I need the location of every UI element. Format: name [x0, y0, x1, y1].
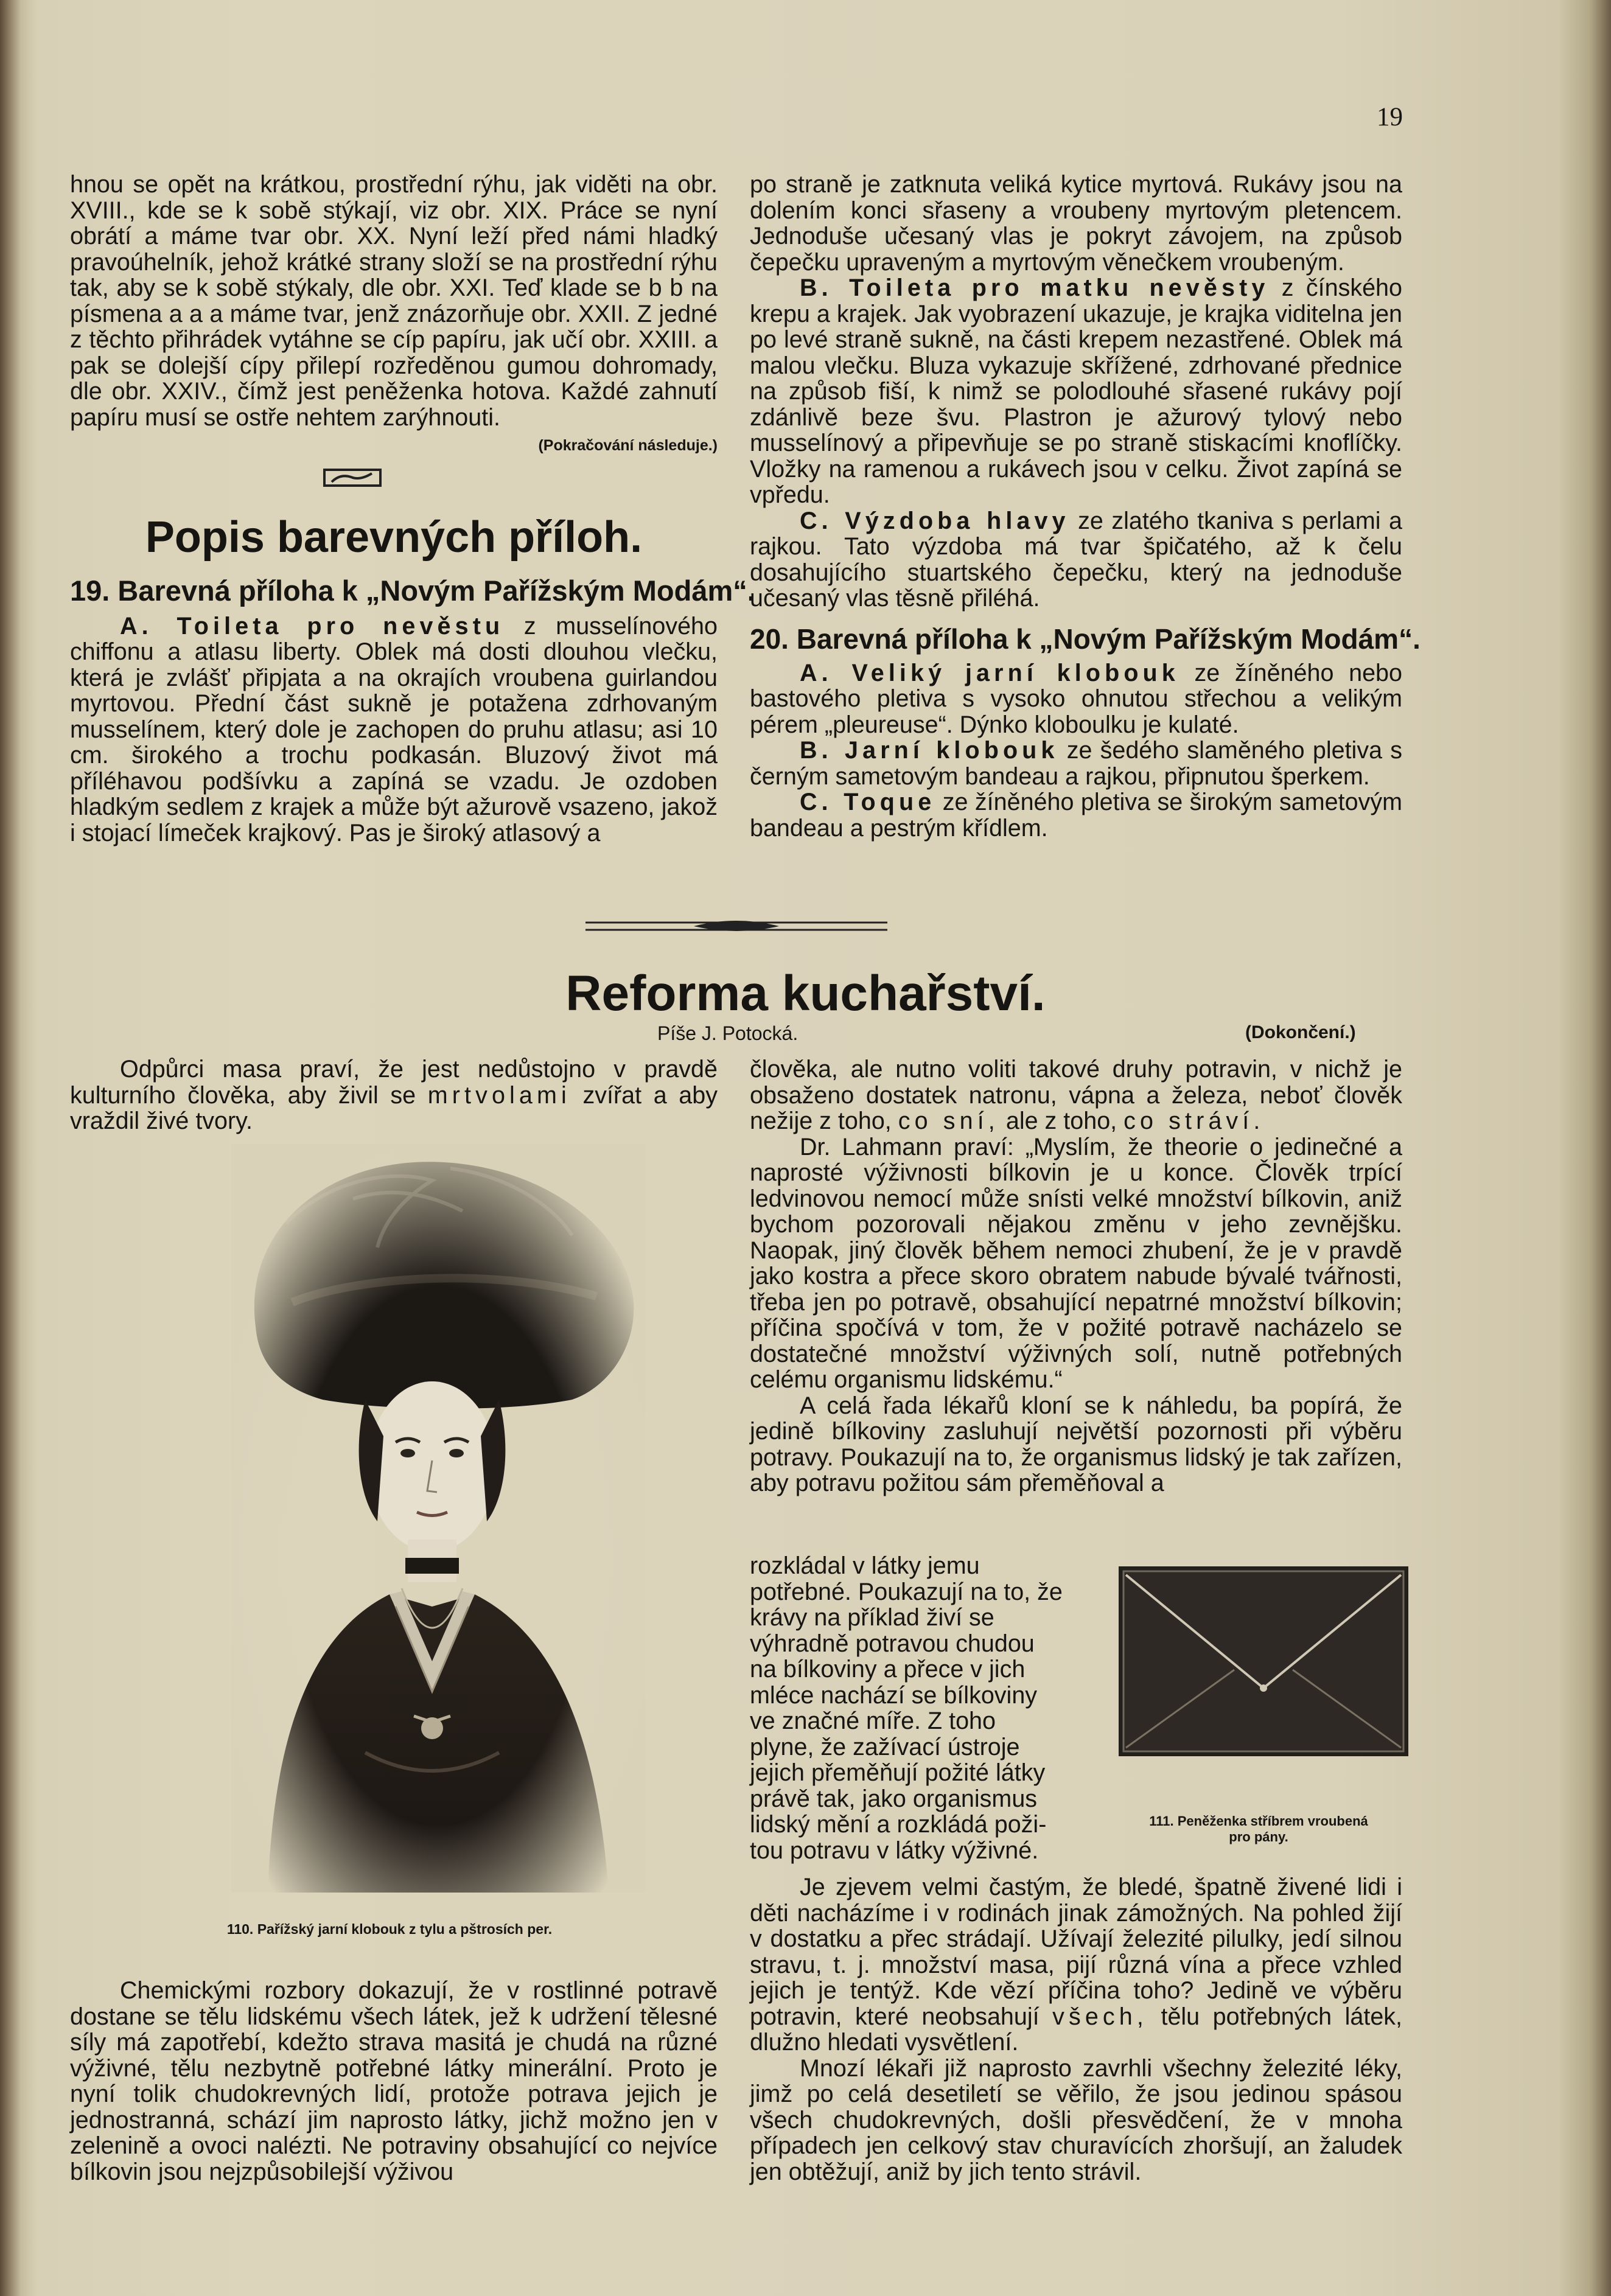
article-right-paragraph-1 — [750, 1056, 1402, 1134]
article-right-paragraph-4-tail: tělu potřebných látek, dlužno hledati vysvětlení. — [750, 2003, 1403, 2056]
supplement-20-heading: 20. Barevná příloha k „Novým Pařížským Modám“. — [750, 623, 1421, 655]
supplement-20-b — [750, 738, 1402, 789]
supplement-20-b-text: ze šedého slaměného pletiva s černým sametovým bandeau a rajkou, připnutou šperkem. — [750, 737, 1402, 790]
article-right-paragraph-1-emphasis-2: co stráví. — [1124, 1108, 1265, 1134]
article-right-paragraph-4-lead: Je zjevem velmi častým, že bledé, špatně živené lidi i děti nacházíme i v rodinách jinak zámožných. Na pohled žijí v dostatku a přec strádají. Užívají železité pilulky, jedí silnou stravu, t. j. množství masa, pijí různá vína a přece vzhled jejich je tentýž. Kde vězí příčina toho? Jedině ve výběru potravin, které neobsahují — [750, 1874, 1402, 2030]
article-left-top — [70, 1056, 718, 1134]
article-left-paragraph-1-tail: zvířat a aby vraždil živé tvory. — [70, 1081, 718, 1134]
article-title: Reforma kuchařství. — [565, 966, 1046, 1021]
supplement-19-b-text: z čínského krepu a krajek. Jak vyobrazení ukazuje, je krajka viditelna jen po levé straně sukně, na části krepem nezastřené. Oblek má malou vlečku. Bluza vykazuje skřížené, zdrhované přednice na způsob fiší, k nimž se polodlouhé sřasené rukávy pojí zdánlivě beze švu. Plastron je ažurový tylový nebo musselínový a připevňuje se po straně stiskacími knoflíčky. Vložky na ramenou a rukávech jsou v celku. Život zapíná se vpředu. — [750, 274, 1402, 508]
article-right-paragraph-1-middle: ale z toho, — [1005, 1108, 1117, 1134]
supplement-19-c-label: C. Výzdoba hlavy — [800, 507, 1070, 534]
supplement-20-a-label: A. Veliký jarní klobouk — [800, 659, 1179, 686]
supplement-20-a-text: ze žíněného nebo bastového pletiva s vysoko ohnutou střechou a velikým pérem „pleureuse“. Dýnko kloboulku je kulaté. — [750, 659, 1402, 738]
article-right-paragraph-3-end: tou potravu v látky výživné. — [750, 1837, 1039, 1864]
supplement-20-c-label: C. Toque — [800, 789, 936, 815]
supplement-20-c-text: ze žíněného pletiva se širokým sametovým bandeau a pestrým křídlem. — [750, 789, 1402, 842]
article-right-paragraph-4 — [750, 1874, 1402, 2056]
article-left-paragraph-1-emphasis: mrtvolami — [427, 1081, 571, 1109]
supplement-19-a-label: A. Toileta pro nevěstu — [120, 612, 505, 640]
article-right-bottom — [750, 1874, 1402, 2185]
section-divider-ornament — [584, 918, 889, 935]
supplement-20-c — [750, 789, 1402, 841]
continued-paragraph: hnou se opět na krátkou, prostřední rýhu, jak viděti na obr. XVIII., kde se k sobě stýkají, viz obr. XIX. Práce se nyní obrátí a máme tvar obr. XX. Nyní leží před námi hladký pravoúhelník, jehož krátké strany složí se na prostřední rýhu tak, aby se k sobě stýkaly, dle obr. XXI. Teď klade se b b na písmena a a a máme tvar, jenž znázorňuje obr. XXII. Z jedné z těchto přihrádek vytáhne se cíp papíru, jak učí obr. XXIII. a pak se dolejší cípy přilepí rozředěnou gumou dohromady, dle obr. XXIV., čímž jest peněženka hotova. Každé zahnutí papíru musí se ostře nehtem zarýhnouti. — [70, 171, 718, 431]
article-right-paragraph-2: Dr. Lahmann praví: „Myslím, že theorie o jedinečné a naprosté výživnosti bílkovin je u konce. Člověk trpící ledvinovou nemocí může snísti velké množství bílkovin, aniž bychom pozorovali nějakou změnu v jeho zevnějšku. Naopak, jiný člověk během nemoci zhubení, že je v pravdě jako kostra a přece skoro obratem nabude bývalé tvářnosti, třeba jen po potravě, obsahující nepatrné množství bílkovin; příčina spočívá v tom, že v požité potravě nacházelo se dostatečné množství výživných solí, nutně potřebných celému organismu lidskému.“ — [750, 1133, 1402, 1393]
article-left-paragraph-2: Chemickými rozbory dokazují, že v rostlinné potravě dostane se tělu lidskému všech látek, jež k udržení tělesné síly má zapotřebí, kdežto strava masitá je chudá na různé výživné, tělu nezbytně potřebné látky minerální. Proto je nyní tolik chudokrevných lidí, protože potrava jejich je jednostranná, schází jim naprosto látky, jichž možno jen v zelenině a ovoci nalézti. Ne potraviny obsahující co nejvíce bílkovin jsou nejzpůsobilejší výživou — [70, 1977, 718, 2185]
supplement-19-a-continued: po straně je zatknuta veliká kytice myrtová. Rukávy jsou na dolením konci sřaseny a vroubeny myrtovým pletencem. Jednoduše učesaný vlas je pokryt závojem, na způsob čepečku upraveným a myrtovým věnečkem vroubeným. — [750, 171, 1402, 276]
page-number: 19 — [1377, 103, 1403, 131]
article-right-paragraph-1-lead: člověka, ale nutno voliti takové druhy potravin, v nichž je obsaženo dostatek natronu, vápna a železa, neboť člověk nežije z toho, — [750, 1056, 1402, 1134]
supplement-19-b-label: B. Toileta pro matku nevěsty — [800, 274, 1270, 301]
figure-110-caption: 110. Pařížský jarní klobouk z tylu a pštrosích per. — [226, 1921, 553, 1937]
article-left-bottom — [70, 1978, 718, 2185]
article-left-paragraph-1-lead: Odpůrci masa praví, že jest nedůstojno v pravdě kulturního člověka, aby živil se — [70, 1056, 718, 1109]
article-left-paragraph-1 — [70, 1056, 718, 1134]
figure-111-caption — [1100, 1813, 1417, 1845]
figure-111-caption-line-1: 111. Peněženka stříbrem vroubená — [1149, 1813, 1368, 1829]
top-left-column — [70, 171, 755, 846]
article-right-paragraph-5: Mnozí lékaři již naprosto zavrhli všechny železité léky, jimž po celá desetiletí se věřilo, že jsou jedinou spásou všech chudokrevných, došli přesvědčení, že v mnoha případech jen celkový stav churavících zhoršují, an žaludek jen obtěžují, aniž by jich tento strávil. — [750, 2054, 1402, 2185]
supplement-19-c — [750, 508, 1402, 612]
supplement-20-a — [750, 660, 1402, 738]
figure-110-portrait-photo — [231, 1144, 645, 1893]
figure-111-caption-line-2: pro pány. — [1229, 1829, 1288, 1844]
ornament-divider — [322, 467, 383, 488]
article-author: Píše J. Potocká. — [657, 1022, 799, 1044]
article-note: (Dokončení.) — [1245, 1022, 1356, 1042]
top-right-column — [750, 171, 1421, 842]
article-right-narrow — [750, 1553, 1066, 1863]
section-title: Popis barevných příloh. — [145, 512, 643, 562]
supplement-19-a — [70, 613, 718, 846]
supplement-20-b-label: B. Jarní klobouk — [800, 737, 1059, 764]
supplement-19-c-text: ze zlatého tkaniva s perlami a rajkou. Tato výzdoba má tvar špičatého, až k čelu dosahujícího stuartského čepečku, který na jednoduše učesaný vlas těsně přiléhá. — [750, 507, 1402, 612]
article-right-paragraph-1-emphasis-1: co sní, — [898, 1108, 999, 1134]
figure-111-wallet-photo — [1119, 1566, 1408, 1756]
continued-note: (Pokračování následuje.) — [538, 437, 718, 454]
article-right-top — [750, 1056, 1402, 1496]
article-right-paragraph-3: A celá řada lékařů kloní se k náhledu, ba popírá, že jedině bílkoviny zasluhují největší pozornosti při výběru potravy. Poukazují na to, že organismus lidský je tak zařízen, aby potravu požitou sám přeměňoval a — [750, 1392, 1402, 1496]
supplement-19-heading: 19. Barevná příloha k „Novým Pařížským Modám“. — [70, 574, 755, 607]
supplement-19-b — [750, 275, 1402, 508]
article-right-paragraph-4-emphasis: všech, — [1052, 2003, 1148, 2030]
supplement-19-a-text: z musselínového chiffonu a atlasu liberty. Oblek má dosti dlouhou vlečku, která je zvlášť připjata a na okrajích vroubena guirlandou myrtovou. Přední část sukně je potažena zdrhovaným musselínem, který dole je zachopen do pruhu atlasu; asi 10 cm. širokého a trochu podkasán. Bluzový život má příléhavou podšívku a zapíná se vzadu. Je ozdoben hladkým sedlem z krajek a může být ažurově vsazeno, jakož i stojací límeček krajkový. Pas je široký atlasový a — [70, 612, 718, 846]
article-right-paragraph-3-narrow: rozkládal v látky jemu potřebné. Poukazují na to, že krávy na příklad živí se výhradně potravou chudou na bílkoviny a přece v jich mléce nachází se bílkoviny ve značné míře. Z toho plyne, že zažívací ústroje jejich přeměňují požité látky právě tak, jako organismus lidský mění a rozkládá poži- — [750, 1552, 1063, 1838]
